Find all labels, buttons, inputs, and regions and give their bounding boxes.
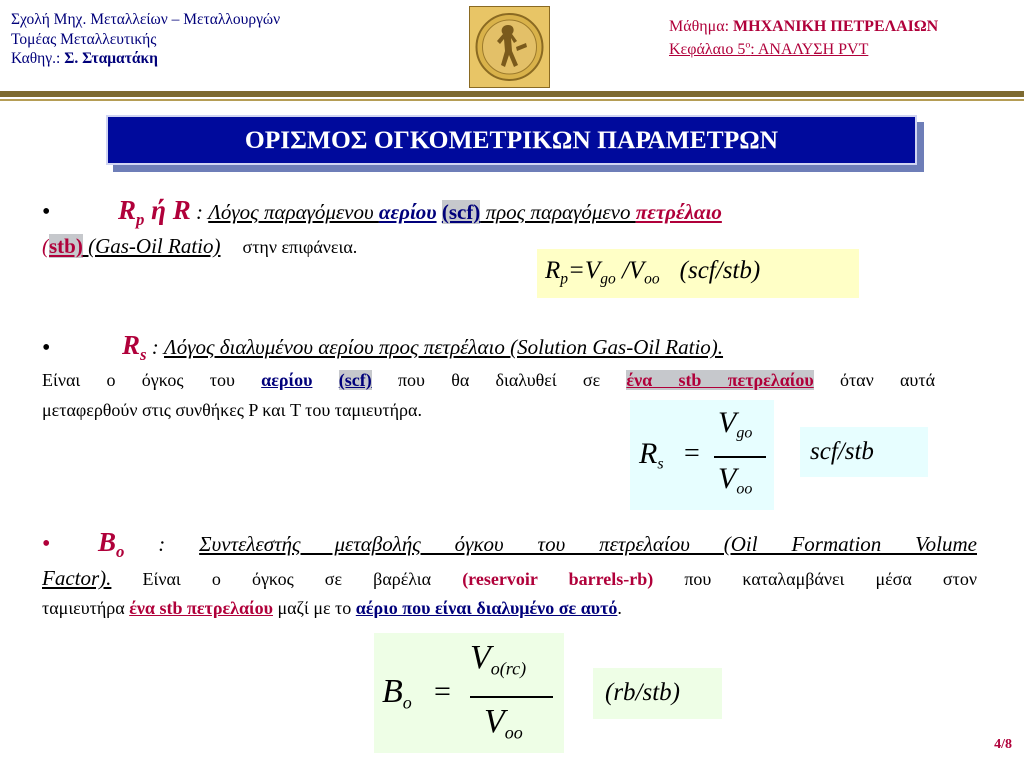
section3-line1 <box>98 527 977 561</box>
bo-f-den-sub: oo <box>504 722 523 743</box>
rp-formula-box <box>537 249 859 298</box>
chapter-line <box>669 38 938 61</box>
rs-f-R-sub: s <box>657 455 664 473</box>
header-divider-thin <box>0 99 1024 101</box>
section3-line3 <box>42 598 622 619</box>
f-eq: =V <box>568 257 601 284</box>
rs-text-c: όταν αυτά <box>813 370 936 390</box>
rs-f-num <box>718 406 752 440</box>
school-name: Σχολή Μηχ. Μεταλλείων – Μεταλλουργών <box>11 11 281 28</box>
slide-title: ΟΡΙΣΜΟΣ ΟΓΚΟΜΕΤΡΙΚΩΝ ΠΑΡΑΜΕΤΡΩΝ <box>106 115 917 165</box>
rs-f-num-sub: go <box>736 424 753 442</box>
bo-fraction-bar <box>470 696 553 698</box>
bo-symbol <box>98 527 125 561</box>
professor-name: Σ. Σταματάκη <box>64 50 158 67</box>
bo-text-a: Είναι ο όγκος σε βαρέλια <box>111 569 463 589</box>
bo-text-b: που καταλαμβάνει μέσα στον <box>653 569 977 589</box>
professor-label: Καθηγ.: <box>11 50 65 67</box>
header-divider <box>0 91 1024 97</box>
bo-f-num <box>470 639 526 677</box>
rs-units: scf/stb <box>810 438 874 465</box>
rs-f-den-V: V <box>718 462 737 495</box>
oil-word: πετρέλαιο <box>635 200 722 224</box>
rs-f-eq: = <box>684 438 700 469</box>
bo-formula-box <box>374 633 564 753</box>
rs-fraction-bar <box>714 456 766 458</box>
bo-f-num-V: V <box>470 639 491 676</box>
colon: : <box>146 335 165 359</box>
bo-f-eq: = <box>434 675 451 708</box>
rs-f-den-sub: oo <box>736 480 753 498</box>
rs-definition: Λόγος διαλυμένου αερίου προς πετρέλαιο (Solution Gas-Oil Ratio). <box>164 335 724 359</box>
scf-unit: (scf) <box>441 200 481 224</box>
rs-gas-word: αερίου <box>261 370 313 390</box>
gor-text-2: προς παραγόμενο <box>480 200 636 224</box>
bo-units: (rb/stb) <box>605 679 680 706</box>
bo-rb: (reservoir barrels-rb) <box>462 569 654 589</box>
department-name: Τομέας Μεταλλευτικής <box>11 30 157 48</box>
section2-line2 <box>42 370 935 391</box>
section1-line1 <box>118 195 722 229</box>
bullet-2: • <box>42 335 51 361</box>
surface-text: στην επιφάνεια. <box>242 237 358 257</box>
colon: : <box>124 532 200 556</box>
bo-units-box <box>593 668 722 719</box>
f-units: (scf/stb) <box>679 257 761 284</box>
chapter-ordinal: ο <box>745 39 751 51</box>
chapter-title: : ΑΝΑΛΥΣΗ PVT <box>750 41 869 58</box>
rp-or-r: ή R <box>144 195 191 225</box>
colon: : <box>190 200 209 224</box>
gor-english: (Gas-Oil Ratio) <box>82 234 221 258</box>
gas-word: αερίου <box>378 200 437 224</box>
rp-sub: p <box>136 209 145 229</box>
section2-line3: μεταφερθούν στις συνθήκες P και T του ταμιευτήρα. <box>42 400 422 420</box>
rs-f-den <box>718 462 752 496</box>
institution-block <box>11 10 280 69</box>
bo-period: . <box>617 598 622 618</box>
course-label: Μάθημα: <box>669 18 734 35</box>
rs-formula-box <box>630 400 774 510</box>
professor-line <box>11 49 280 69</box>
stb-unit: stb) <box>49 234 83 258</box>
course-name: ΜΗΧΑΝΙΚΗ ΠΕΤΡΕΛΑΙΩΝ <box>733 18 939 35</box>
bo-f-den <box>484 703 523 741</box>
bo-stb-oil: ένα stb πετρελαίου <box>129 598 273 618</box>
gor-text-1: Λόγος παραγόμενου <box>208 200 379 224</box>
bo-f-B-sub: o <box>402 692 412 713</box>
page-number: 4/8 <box>994 737 1012 752</box>
rs-f-num-V: V <box>718 406 737 439</box>
rs-f-R <box>639 437 664 471</box>
f-slash: /V <box>615 257 645 284</box>
rs-text-a: Είναι ο όγκος του <box>42 370 262 390</box>
rp-symbol <box>118 195 191 229</box>
bo-definition: Συντελεστής μεταβολής όγκου του πετρελαίου (Oil Formation Volume <box>199 532 977 556</box>
chapter-label: Κεφάλαιο 5 <box>669 41 746 58</box>
bo-sub: o <box>116 541 125 561</box>
rp-formula <box>545 257 761 288</box>
bo-f-den-V: V <box>484 703 505 740</box>
rs-R: R <box>122 330 141 360</box>
f-Voo: oo <box>644 270 660 288</box>
bo-f-B-letter: B <box>382 673 403 710</box>
rs-sub: s <box>140 344 147 364</box>
bo-B: B <box>98 527 117 557</box>
bo-f-num-sub: o(rc) <box>490 658 527 679</box>
section2-line1 <box>122 330 724 364</box>
bo-gas-text: αέριο που είναι διαλυμένο σε αυτό <box>355 598 618 618</box>
paren: ( <box>42 234 49 258</box>
course-line <box>669 15 938 38</box>
bullet-3: • <box>42 531 51 557</box>
bo-text-c: ταμιευτήρα <box>42 598 130 618</box>
rs-units-box <box>800 427 928 477</box>
bo-factor-word: Factor). <box>42 566 112 590</box>
rs-symbol <box>122 330 147 364</box>
section1-line2 <box>42 234 357 259</box>
bo-text-d: μαζί με το <box>272 598 356 618</box>
section3-line2 <box>42 566 977 591</box>
f-Vgo: go <box>600 270 616 288</box>
rs-f-R-letter: R <box>639 437 658 470</box>
f-Rsub: p <box>560 270 569 288</box>
rs-scf: (scf) <box>338 370 372 390</box>
course-block <box>669 15 938 61</box>
rp-R: R <box>118 195 137 225</box>
rs-stb-oil: ένα stb πετρελαίου <box>626 370 814 390</box>
bo-f-B <box>382 673 412 711</box>
university-seal-logo <box>469 6 550 88</box>
bullet-1: • <box>42 199 51 225</box>
rs-text-b: που θα διαλυθεί σε <box>371 370 627 390</box>
f-R: R <box>545 257 561 284</box>
